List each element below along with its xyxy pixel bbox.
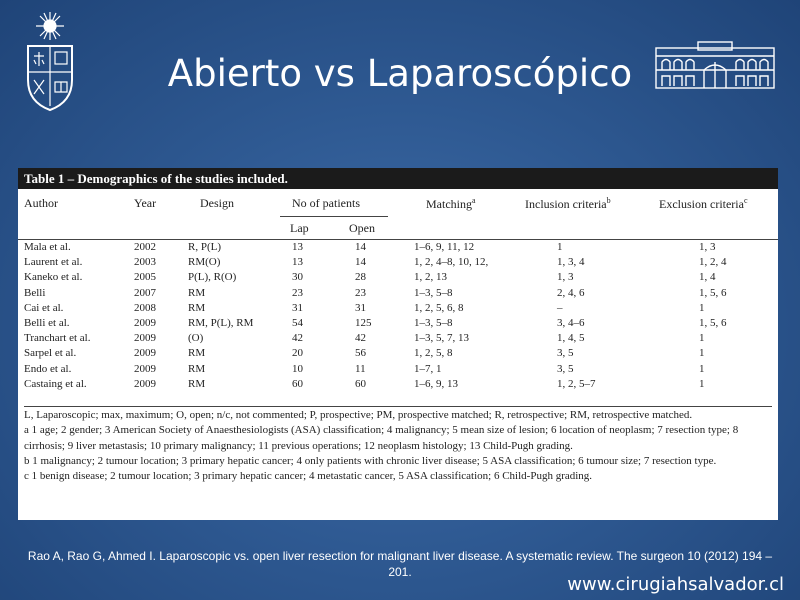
- cell-inclusion: 3, 5: [557, 362, 574, 375]
- header-exclusion-sup: c: [743, 196, 748, 205]
- cell-matching: 1–6, 9, 11, 12: [414, 241, 475, 253]
- cell-author: Laurent et al.: [24, 256, 83, 269]
- cell-year: 2005: [134, 271, 156, 284]
- cell-design: RM: [188, 362, 206, 375]
- cell-matching: 1–6, 9, 13: [414, 377, 458, 390]
- cell-lap: 13: [292, 241, 303, 253]
- cell-open: 28: [355, 271, 366, 284]
- cell-matching: 1–3, 5–8: [414, 316, 453, 329]
- cell-inclusion: 2, 4, 6: [557, 286, 585, 299]
- cell-open: 56: [355, 347, 366, 360]
- cell-lap: 13: [292, 256, 303, 269]
- header-open: Open: [349, 221, 375, 235]
- header-inclusion: [525, 196, 611, 212]
- cell-lap: 20: [292, 347, 303, 360]
- header-inclusion-sup: b: [606, 196, 611, 205]
- cell-year: 2008: [134, 301, 156, 314]
- table-footer-rule: [24, 406, 772, 407]
- cell-exclusion: 1: [699, 347, 705, 360]
- cell-year: 2009: [134, 332, 156, 345]
- table-footnotes: [24, 408, 772, 484]
- table-row: [18, 362, 778, 377]
- footnote-b: b 1 malignancy; 2 tumour location; 3 primary hepatic cancer; 4 only patients with chronic liver disease; 5 ASA classification; 6 tumour size; 7 resection type.: [24, 454, 717, 467]
- cell-design: RM(O): [188, 256, 221, 269]
- cell-author: Belli et al.: [24, 316, 70, 329]
- cell-year: 2002: [134, 241, 156, 253]
- cell-inclusion: 3, 4–6: [557, 316, 585, 329]
- table-row: [18, 331, 778, 346]
- table-header: [18, 189, 778, 240]
- table-body: [18, 240, 778, 390]
- cell-exclusion: 1: [699, 362, 705, 375]
- cell-lap: 10: [292, 362, 303, 375]
- cell-lap: 30: [292, 271, 303, 284]
- table-row: [18, 346, 778, 361]
- cell-author: Cai et al.: [24, 301, 64, 314]
- cell-inclusion: 1: [557, 241, 563, 253]
- table-row: [18, 377, 778, 392]
- demographics-table: [18, 168, 778, 520]
- cell-open: 14: [355, 241, 366, 253]
- header-group-rule: [280, 216, 388, 217]
- cell-author: Belli: [24, 286, 46, 299]
- cell-exclusion: 1: [699, 301, 705, 314]
- cell-lap: 23: [292, 286, 303, 299]
- cell-exclusion: 1: [699, 332, 705, 345]
- cell-author: Castaing et al.: [24, 377, 87, 390]
- cell-year: 2009: [134, 316, 156, 329]
- header-author: Author: [24, 196, 58, 210]
- cell-author: Endo et al.: [24, 362, 72, 375]
- cell-exclusion: 1, 4: [699, 271, 716, 284]
- cell-author: Tranchart et al.: [24, 332, 91, 345]
- cell-author: Mala et al.: [24, 241, 71, 253]
- cell-exclusion: 1, 2, 4: [699, 256, 727, 269]
- cell-matching: 1, 2, 13: [414, 271, 447, 284]
- header-matching-sup: a: [472, 196, 476, 205]
- cell-open: 14: [355, 256, 366, 269]
- header-exclusion-label: Exclusion criteria: [659, 197, 744, 211]
- footnote-abbreviations: L, Laparoscopic; max, maximum; O, open; n/c, not commented; P, prospective; PM, prospective matched; R, retrospective; RM, retrospective matched.: [24, 409, 693, 421]
- cell-open: 60: [355, 377, 366, 390]
- header-lap: Lap: [290, 221, 309, 235]
- table-row: [18, 255, 778, 270]
- cell-matching: 1–7, 1: [414, 362, 442, 375]
- cell-design: RM: [188, 301, 206, 314]
- header-design: Design: [200, 196, 234, 210]
- cell-lap: 60: [292, 377, 303, 390]
- cell-matching: 1, 2, 5, 8: [414, 347, 453, 360]
- cell-exclusion: 1: [699, 377, 705, 390]
- cell-year: 2007: [134, 286, 156, 299]
- cell-inclusion: 1, 3: [557, 271, 574, 284]
- table-row: [18, 240, 778, 255]
- table-row: [18, 270, 778, 285]
- cell-design: RM: [188, 377, 206, 390]
- cell-lap: 54: [292, 316, 303, 329]
- cell-design: RM, P(L), RM: [188, 316, 254, 329]
- cell-design: RM: [188, 286, 206, 299]
- header-exclusion: [659, 196, 748, 212]
- cell-year: 2009: [134, 347, 156, 360]
- cell-inclusion: 1, 2, 5–7: [557, 377, 596, 390]
- cell-author: Sarpel et al.: [24, 347, 77, 360]
- header-inclusion-label: Inclusion criteria: [525, 197, 607, 211]
- cell-matching: 1–3, 5–8: [414, 286, 453, 299]
- table-row: [18, 301, 778, 316]
- slide-title: Abierto vs Laparoscópico: [167, 52, 633, 95]
- cell-open: 125: [355, 316, 372, 329]
- header-no-patients: No of patients: [292, 196, 360, 210]
- table-row: [18, 286, 778, 301]
- cell-exclusion: 1, 5, 6: [699, 286, 727, 299]
- cell-inclusion: 3, 5: [557, 347, 574, 360]
- cell-author: Kaneko et al.: [24, 271, 83, 284]
- header-year: Year: [134, 196, 157, 210]
- reference-citation: Rao A, Rao G, Ahmed I. Laparoscopic vs. open liver resection for malignant liver disease. A systematic review. The surgeon 10 (2012) 194 – 201.: [27, 549, 773, 579]
- table-row: [18, 316, 778, 331]
- cell-matching: 1, 2, 5, 6, 8: [414, 301, 464, 314]
- cell-inclusion: 1, 4, 5: [557, 332, 585, 345]
- header-matching: [426, 196, 476, 212]
- cell-design: P(L), R(O): [188, 271, 237, 284]
- cell-lap: 31: [292, 301, 303, 314]
- website-url: www.cirugiahsalvador.cl: [567, 574, 784, 595]
- cell-design: (O): [188, 332, 204, 345]
- cell-matching: 1–3, 5, 7, 13: [414, 332, 469, 345]
- footnote-a: a 1 age; 2 gender; 3 American Society of Anaesthesiologists (ASA) classification; 4 malignancy; 5 mean size of lesion; 6 location of neoplasm; 7 resection type; 8 cirrhosis; 9 liver metastasis; 10 primary malignancy; 11 previous operations; 12 neoplasm histology; 13 Child-Pugh grading.: [24, 424, 739, 452]
- footnote-c: c 1 benign disease; 2 tumour location; 3 primary hepatic cancer; 4 metastatic cancer, 5 ASA classification; 6 Child-Pugh grading.: [24, 470, 593, 483]
- header-matching-label: Matching: [426, 197, 472, 211]
- cell-design: R, P(L): [188, 241, 221, 253]
- cell-exclusion: 1, 5, 6: [699, 316, 727, 329]
- cell-lap: 42: [292, 332, 303, 345]
- cell-open: 42: [355, 332, 366, 345]
- cell-open: 23: [355, 286, 366, 299]
- cell-design: RM: [188, 347, 206, 360]
- cell-year: 2009: [134, 377, 156, 390]
- cell-inclusion: 1, 3, 4: [557, 256, 585, 269]
- cell-year: 2009: [134, 362, 156, 375]
- cell-open: 31: [355, 301, 366, 314]
- cell-year: 2003: [134, 256, 156, 269]
- table-caption: Table 1 – Demographics of the studies included.: [18, 168, 778, 189]
- cell-open: 11: [355, 362, 366, 375]
- cell-inclusion: –: [557, 301, 563, 314]
- cell-matching: 1, 2, 4–8, 10, 12,: [414, 256, 489, 269]
- cell-exclusion: 1, 3: [699, 241, 716, 253]
